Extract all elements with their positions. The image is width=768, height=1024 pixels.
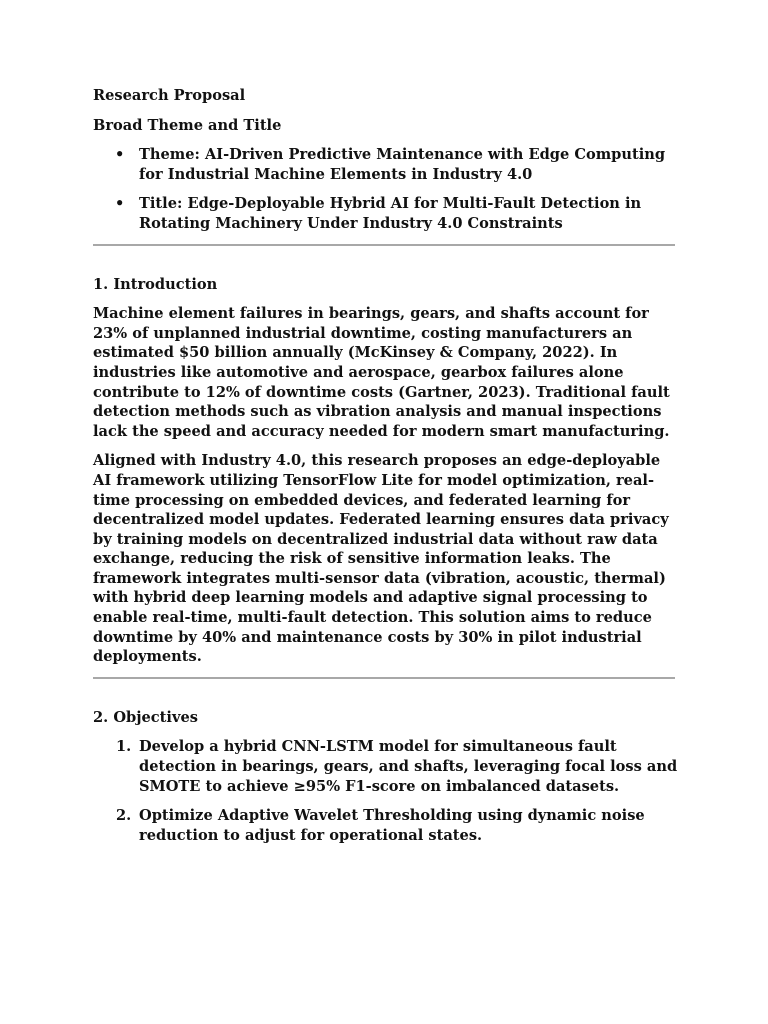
list-item bbox=[93, 145, 681, 184]
objective-text: Optimize Adaptive Wavelet Thresholding using dynamic noise reduction to adjust for operational states. bbox=[139, 807, 645, 844]
broad-theme-heading: Broad Theme and Title bbox=[93, 116, 282, 134]
objective-text: Develop a hybrid CNN-LSTM model for simultaneous fault detection in bearings, gears, and shafts, leveraging focal loss and SMOTE to achieve ≥95% F1-score on imbalanced datasets. bbox=[139, 738, 678, 795]
document-title: Research Proposal bbox=[93, 87, 246, 104]
item-number: 1. bbox=[116, 738, 132, 756]
section-divider bbox=[93, 677, 675, 679]
item-number: 2. bbox=[116, 807, 132, 825]
broad-theme-list bbox=[93, 145, 681, 233]
introduction-paragraph: Aligned with Industry 4.0, this research proposes an edge-deployable AI framework utilizing TensorFlow Lite for model optimization, real-time processing on embedded devices, and federated learning for decentralized model updates. Federated learning ensures data privacy by training models on decentralized industrial data without raw data exchange, reducing the risk of sensitive information leaks. The framework integrates multi-sensor data (vibration, acoustic, thermal) with hybrid deep learning models and adaptive signal processing to enable real-time, multi-fault detection. This solution aims to reduce downtime by 40% and maintenance costs by 30% in pilot industrial deployments. bbox=[93, 452, 669, 666]
bullet-icon: • bbox=[115, 195, 125, 213]
introduction-heading: 1. Introduction bbox=[93, 275, 218, 293]
theme-text: Theme: AI-Driven Predictive Maintenance with Edge Computing for Industrial Machine Elements in Industry 4.0 bbox=[139, 146, 666, 183]
title-text: Title: Edge-Deployable Hybrid AI for Multi-Fault Detection in Rotating Machinery Under Industry 4.0 Constraints bbox=[139, 195, 642, 232]
section-divider bbox=[93, 244, 675, 246]
document-page bbox=[93, 86, 681, 855]
objectives-list bbox=[93, 737, 681, 845]
introduction-paragraph: Machine element failures in bearings, gears, and shafts account for 23% of unplanned industrial downtime, costing manufacturers an estimated $50 billion annually (McKinsey & Company, 2022). In industries like automotive and aerospace, gearbox failures alone contribute to 12% of downtime costs (Gartner, 2023). Traditional fault detection methods such as vibration analysis and manual inspections lack the speed and accuracy needed for modern smart manufacturing. bbox=[93, 305, 670, 440]
bullet-icon: • bbox=[115, 146, 125, 164]
list-item bbox=[93, 737, 681, 796]
list-item bbox=[93, 806, 681, 845]
list-item bbox=[93, 194, 681, 233]
objectives-heading: 2. Objectives bbox=[93, 708, 198, 726]
